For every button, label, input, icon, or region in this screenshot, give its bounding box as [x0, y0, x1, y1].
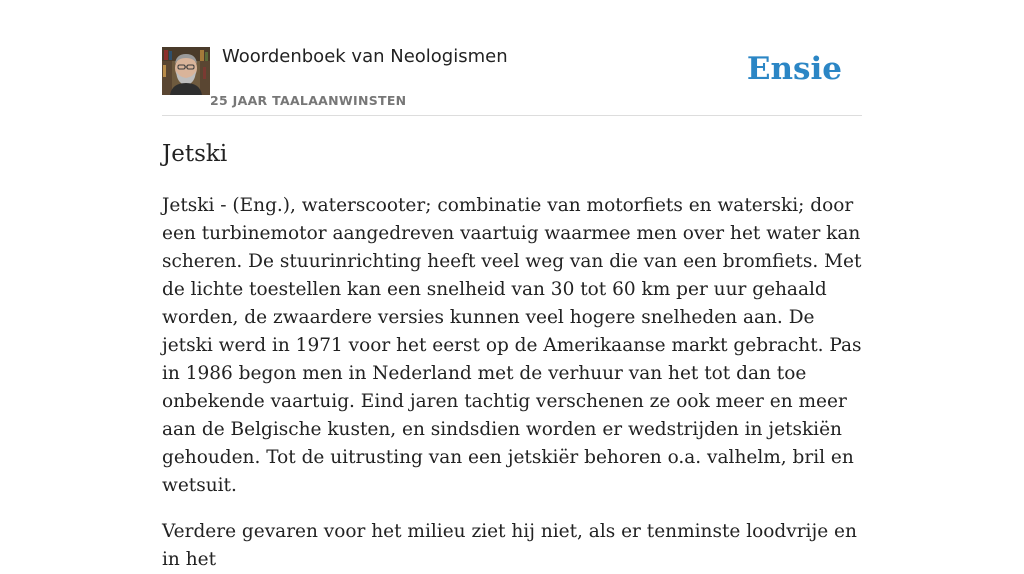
- article: [162, 138, 862, 574]
- brand-logo[interactable]: Ensie: [746, 51, 842, 87]
- author-avatar[interactable]: [162, 47, 210, 95]
- header: [162, 46, 862, 116]
- entry-paragraph: Verdere gevaren voor het milieu ziet hij niet, als er tenminste loodvrije en in het: [162, 521, 857, 570]
- entry-title: Jetski: [162, 141, 228, 167]
- site-title[interactable]: Woordenboek van Neologismen: [222, 46, 508, 67]
- site-tagline: 25 JAAR TAALAANWINSTEN: [210, 93, 407, 108]
- avatar-icon: [162, 47, 210, 95]
- header-divider: [162, 115, 862, 116]
- entry-paragraph: Jetski - (Eng.), waterscooter; combinatie van motorfiets en waterski; door een turbinemotor aangedreven vaartuig waarmee men over het water kan scheren. De stuurinrichting heeft veel weg van die van een bromfiets. Met de lichte toestellen kan een snelheid van 30 tot 60 km per uur gehaald worden, de zwaardere versies kunnen veel hogere snelheden aan. De jetski werd in 1971 voor het eerst op de Amerikaanse markt gebracht. Pas in 1986 begon men in Nederland met de verhuur van het tot dan toe onbekende vaartuig. Eind jaren tachtig verschenen ze ook meer en meer aan de Belgische kusten, en sindsdien worden er wedstrijden in jetskiën gehouden. Tot de uitrusting van een jetskiër behoren o.a. valhelm, bril en wetsuit.: [162, 195, 862, 496]
